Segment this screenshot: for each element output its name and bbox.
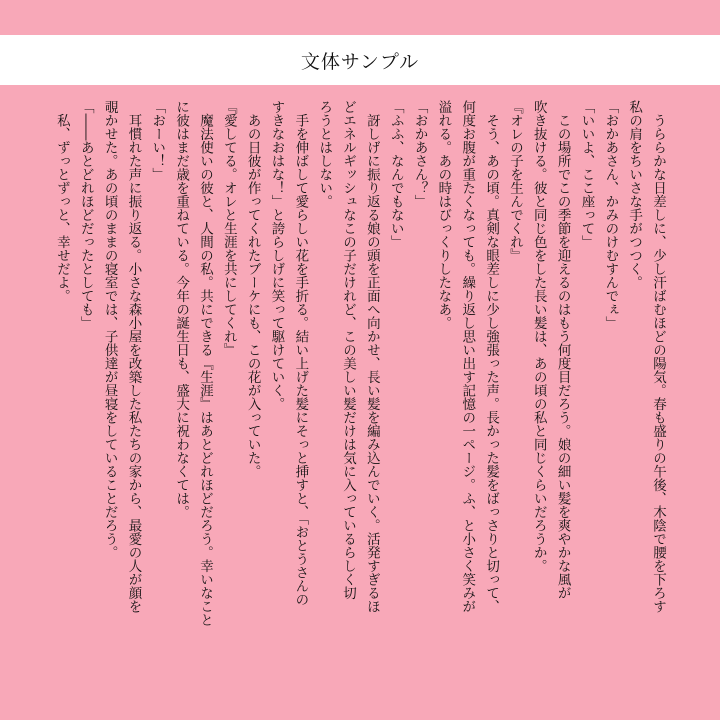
text-column: どエネルギッシュなこの子だけれど、この美しい髪だけは気に入っているらしく切 [340,100,357,600]
text-column: 「おかあさん、かみのけむすんでぇ」 [602,100,619,330]
text-column: 私、ずっとずっと、幸せだよ。 [53,100,70,303]
text-column: 吹き抜ける。彼と同じ色をした長い髪は、あの頃の私と同じくらいだろうか。 [530,100,547,573]
text-column: 耳慣れた声に振り返る。小さな森小屋を改築した私たちの家から、最愛の人が顔を [125,100,142,613]
title-band [0,35,720,85]
text-column: 溢れる。あの時はびっくりしたなあ。 [435,100,452,330]
text-column: 「ふふ、なんでもない」 [387,100,404,249]
page-title: 文体サンプル [300,50,420,73]
text-column: 『愛してる。オレと生涯を共にしてくれ』 [220,100,237,357]
text-column: すきなおはな！」と誇らしげに笑って駆けていく。 [268,100,285,411]
text-column: 「おーい！」 [149,100,166,181]
text-column: 「おかあさん？」 [411,100,428,208]
text-column: 覗かせた。あの頃のままの寝室では、子供達が昼寝をしていることだろう。 [101,100,118,559]
text-column: あの日彼が作ってくれたブーケにも、この花が入っていた。 [244,100,261,478]
text-column: に彼はまだ歳を重ねている。今年の誕生日も、盛大に祝わなくては。 [173,100,190,519]
text-column: この場所でこの季節を迎えるのはもう何度目だろう。娘の細い髪を爽やかな風が [554,100,571,600]
text-column: 訝しげに振り返る娘の頭を正面へ向かせ、長い髪を編み込んでいく。活発すぎるほ [363,100,380,613]
text-column: そう、あの頃。真剣な眼差しに少し強張った声。長かった髪をばっさりと切って、 [483,100,500,613]
text-column: 手を伸ばして愛らしい花を手折る。結い上げた髪にそっと挿すと、「おとうさんの [292,100,309,607]
text-column: 私の肩をちいさな手がつつく。 [626,100,643,289]
text-column: 何度お腹が重たくなっても。繰り返し思い出す記憶の一ページ。ふ、と小さく笑みが [459,100,476,613]
text-column: うららかな日差しに、少し汗ばむほどの陽気。春も盛りの午後、木陰で腰を下ろす [650,100,666,613]
text-column: 「いいよ、ここ座って」 [578,100,595,249]
text-column: ろうとはしない。 [316,100,333,208]
text-column: 魔法使いの彼と、人間の私。共にできる『生涯』はあとどれほどだろう。幸いなこと [196,100,213,627]
text-column: 『オレの子を生んでくれ』 [506,100,523,262]
vertical-text-body [50,100,670,700]
text-column: 「――あとどれほどだったとしても」 [77,100,94,330]
